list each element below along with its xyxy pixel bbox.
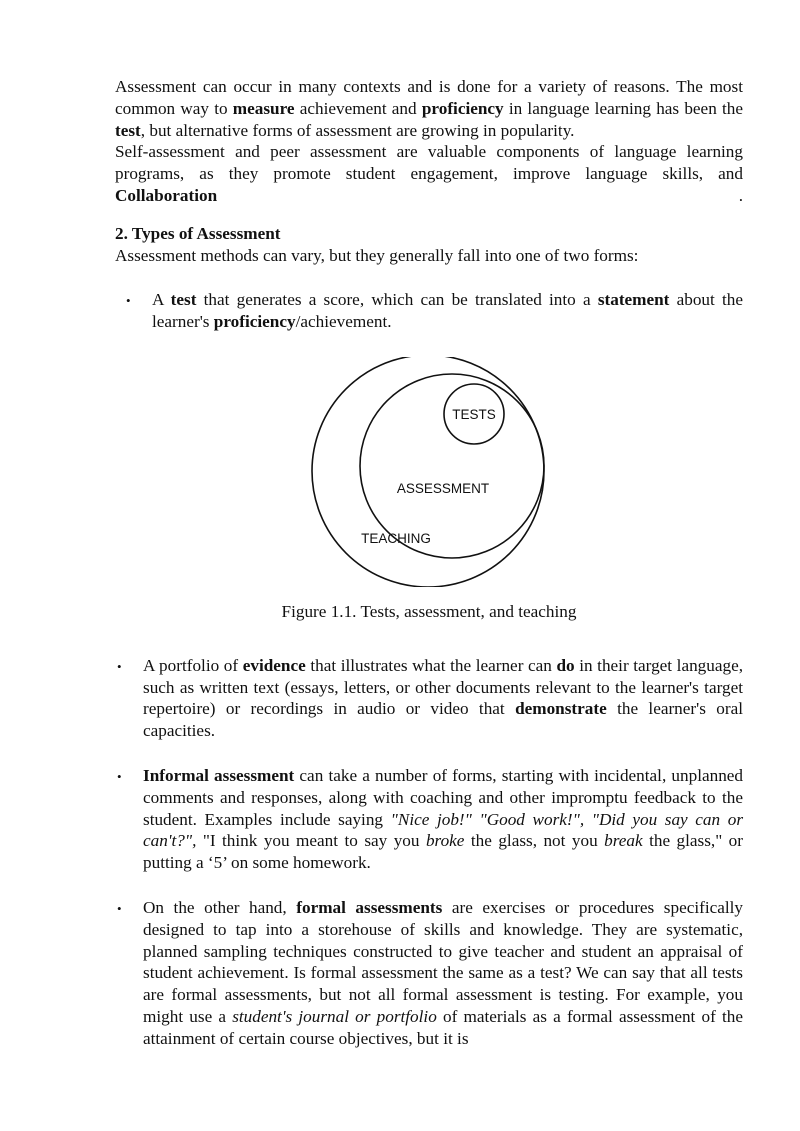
bold-term: do	[556, 655, 575, 675]
bold-term: test	[170, 290, 197, 310]
italic-text: break	[604, 831, 643, 851]
bold-term: measure	[232, 98, 295, 118]
section-types-of-assessment	[115, 223, 743, 267]
bullet-portfolio	[115, 655, 743, 742]
bold-term: Informal assessment	[143, 765, 295, 785]
intro-paragraph-2	[115, 141, 743, 206]
bold-term: Collaboration	[115, 185, 218, 205]
text-run: , but alternative forms of assessment are growing in popularity.	[140, 120, 575, 140]
text-run: Self-assessment and peer assessment are valuable components of language learning programs, as they promote student engagement, improve language skills, and	[115, 142, 743, 184]
bullet-informal-assessment	[115, 765, 743, 874]
text-run: that generates a score, which can be translated into a	[196, 290, 598, 310]
bold-term: demonstrate	[515, 699, 607, 719]
italic-text: "Nice job!" "Good work!", "Did you say can or can't?",	[143, 809, 744, 851]
text-run: "I think you meant to say you	[196, 831, 426, 851]
text-run: the learner's oral capacities.	[143, 699, 743, 741]
text-run: achievement and	[294, 98, 422, 118]
italic-text: broke	[425, 831, 465, 851]
figure-tests-assessment-teaching	[115, 357, 743, 623]
teaching-label: TEACHING	[361, 530, 431, 546]
bold-term: proficiency	[421, 98, 504, 118]
text-run: that illustrates what the learner can	[305, 655, 557, 675]
assessment-label: ASSESSMENT	[396, 480, 490, 496]
text-run: in their target language, such as written text (essays, letters, or other documents relevant to the learner's target repertoire) or recordings in audio or video that	[143, 655, 743, 719]
section-lead: Assessment methods can vary, but they generally fall into one of two forms:	[115, 245, 639, 265]
nested-circles-diagram	[309, 357, 549, 587]
bold-term: formal assessments	[296, 897, 443, 917]
bullet-list-2	[115, 655, 743, 1050]
section-heading: 2. Types of Assessment	[115, 223, 281, 243]
bold-term: test	[115, 120, 141, 140]
bullet-formal-assessments	[115, 897, 743, 1050]
bold-term: proficiency	[213, 312, 296, 332]
text-run: On the other hand,	[143, 897, 297, 917]
text-run: the glass," or putting a ‘5’ on some homework.	[143, 831, 743, 873]
intro-paragraph-1	[115, 76, 743, 141]
text-run: are exercises or procedures specifically designed to tap into a storehouse of skills and knowledge. They are systematic, planned sampling techniques constructed to give teacher and student an appraisal of student achievement. Is formal assessment the same as a test? We can say that all tests are formal assessments, but not all formal assessment is testing. For example, you might use a	[143, 897, 744, 1026]
text-run: the glass, not you	[464, 831, 605, 851]
teaching-circle	[312, 357, 544, 587]
bold-term: statement	[597, 290, 670, 310]
figure-caption: Figure 1.1. Tests, assessment, and teaching	[281, 601, 577, 621]
text-run: can take a number of forms, starting with incidental, unplanned comments and responses, along with coaching and other impromptu feedback to the student. Examples include saying	[143, 765, 744, 829]
text-run: .	[217, 185, 743, 205]
text-run: A	[152, 290, 171, 310]
text-run: about the learner's	[152, 290, 743, 332]
tests-label: TESTS	[452, 406, 496, 422]
italic-text: student's journal or portfolio	[232, 1006, 437, 1026]
document-page	[115, 76, 743, 1050]
bold-term: evidence	[242, 655, 306, 675]
text-run: Assessment can occur in many contexts and is done for a variety of reasons. The most common way to	[115, 77, 743, 118]
bullet-list-1	[115, 289, 743, 333]
bullet-test	[115, 289, 743, 333]
text-run: of materials as a formal assessment of the attainment of certain course objectives, but it is	[143, 1006, 744, 1048]
text-run: in language learning has been the	[503, 98, 743, 118]
text-run: A portfolio of	[143, 655, 243, 675]
text-run: /achievement.	[295, 312, 392, 332]
